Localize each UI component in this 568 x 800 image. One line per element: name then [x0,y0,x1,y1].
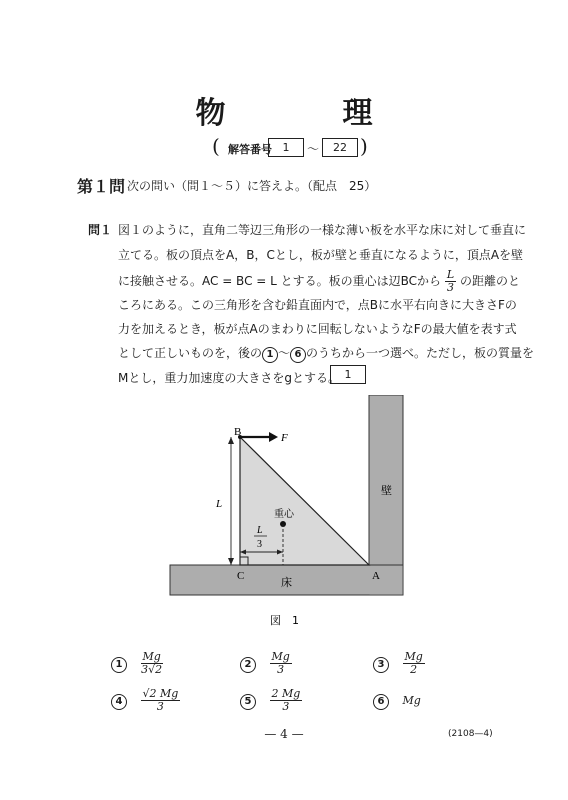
problem-line-5: 力を加えるとき，板が点Aのまわりに回転しないようなFの最大値を表す式 [118,322,517,336]
distance-fraction [445,269,456,294]
problem-line-3 [118,269,520,294]
choice-ref-1: 1 [262,347,278,363]
choice-4-fraction: $\frac{√2 Mg}{3}$ [142,687,179,714]
choice-ref-6: 6 [290,347,306,363]
figure-caption: 図 1 [270,614,299,627]
answer-range-label: 解答番号 [228,143,272,156]
label-L: L [216,498,223,510]
choice-3-fraction: $\frac{Mg}{2}$ [404,650,423,677]
choice-1-fraction: $\frac{Mg}{3√2}$ [141,650,163,677]
choice-4-number: 4 [111,694,127,710]
problem-label: 問１ [88,223,113,237]
choice-6-expression: Mg [402,694,421,707]
choice-4 [111,688,180,713]
problem-line-2: 立てる。板の頂点をA，B，Cとし，板が壁と垂直になるように，頂点Aを壁 [118,248,524,262]
label-floor: 床 [281,576,292,589]
choice-5 [240,688,302,713]
answer-range-to: 22 [322,138,358,157]
problem-line-4: ころにある。この三角形を含む鉛直面内で，点Bに水平右向きに大きさFの [118,298,517,312]
choice-3-number: 3 [373,657,389,673]
choice-3 [373,651,425,676]
problem-line-6-tilde: 〜 [278,346,291,360]
choice-5-number: 5 [240,694,256,710]
problem-line-6-a: として正しいものを，後の [118,346,263,360]
problem-line-3-after: の距離のと [460,274,521,289]
problem-line-1: 図１のように，直角二等辺三角形の一様な薄い板を水平な床に対して垂直に [118,223,527,237]
problem-line-6 [118,344,534,363]
force-arrowhead [269,432,278,442]
answer-range-from: 1 [268,138,304,157]
paren-close: ) [360,134,368,158]
label-wall: 壁 [381,484,392,497]
label-cog: 重心 [274,509,294,520]
paren-open: ( [212,134,220,158]
figure-1 [150,395,420,630]
choice-2 [240,651,292,676]
question-heading: 第１問 [77,177,126,196]
title-char-1: 物 [195,96,226,131]
title-char-2: 理 [342,96,373,131]
choice-1 [111,651,163,676]
distance-fraction-num: L [446,268,455,281]
label-A: A [372,570,380,582]
choice-6 [373,694,421,710]
distance-fraction-den: 3 [447,281,455,295]
choice-2-fraction: $\frac{Mg}{3}$ [271,650,290,677]
label-L3-den: 3 [257,539,262,550]
page-number: — 4 — [264,727,304,741]
problem-line-6-b: のうちから一つ選べ。ただし，板の質量を [306,346,535,360]
choice-5-fraction: $\frac{2 Mg}{3}$ [271,687,301,714]
choice-6-number: 6 [373,694,389,710]
problem-line-3-text: に接触させる。AC = BC = L とする。板の重心は辺BCから [118,274,442,289]
answer-box-1: 1 [330,365,366,384]
problem-line-7: Mとし，重力加速度の大きさをgとする。 [118,371,340,385]
label-B: B [234,426,242,438]
exam-code: (2108—4) [448,729,493,739]
label-F: F [281,432,288,444]
choice-2-number: 2 [240,657,256,673]
answer-range-tilde: 〜 [307,142,320,156]
page-title [0,88,568,132]
label-L3-num: L [257,525,263,536]
choice-1-number: 1 [111,657,127,673]
question-instruction: 次の問い（問１〜５）に答えよ。（配点 25） [127,179,377,193]
label-C: C [237,570,245,582]
